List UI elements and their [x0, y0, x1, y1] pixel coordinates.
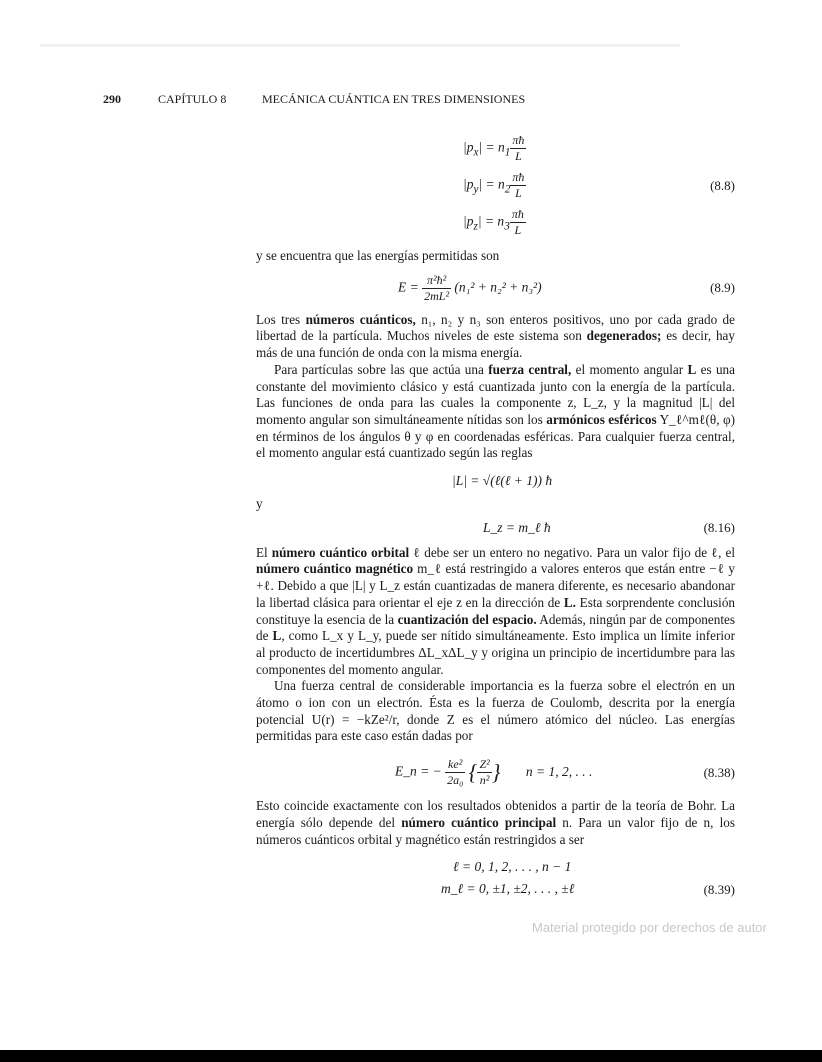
- bold-term: L: [272, 628, 282, 644]
- running-header: [103, 91, 822, 107]
- bold-term: degenerados;: [586, 328, 662, 344]
- page-number: 290: [103, 92, 121, 106]
- chapter-title: MECÁNICA CUÁNTICA EN TRES DIMENSIONES: [262, 92, 526, 106]
- fraction: [510, 207, 526, 238]
- equation-8-16: [256, 519, 735, 537]
- eq-sub: z: [473, 220, 478, 233]
- text-run: Los tres: [256, 311, 306, 327]
- frac-num: πħ: [511, 207, 524, 221]
- frac-num: πħ: [512, 133, 525, 147]
- text-run: Esta sorprendente conclusión constituye la esencia de la: [256, 594, 736, 627]
- conjunction-y: y: [256, 496, 263, 512]
- equation-line: [463, 133, 526, 164]
- text-run: Esto coincide exactamente con los resultados obtenidos a partir de la teoría de Bohr. La energía sólo depende del: [256, 798, 735, 830]
- text-run: m_ℓ está restringido a valores enteros que están entre −ℓ y +ℓ. Debido a que |L| y L_z están cuantizadas de manera diferente, es necesario abandonar la libertad clásica para orientar el eje z en la dirección de: [256, 561, 735, 610]
- text-run: es decir, hay más de una función de onda con la misma energía.: [256, 328, 735, 361]
- equation-L-magnitude-text: |L| = √(ℓ(ℓ + 1)) ħ: [452, 473, 553, 489]
- copyright-watermark: Material protegido por derechos de autor: [532, 920, 767, 936]
- fraction: [510, 133, 526, 164]
- frac-den: L: [510, 148, 526, 164]
- eq-sub: 1: [504, 146, 511, 159]
- text-run: , como L_x y L_y, puede ser nítido simultáneamente. Esto implica un límite inferior al producto de incertidumbres ΔL_xΔL_y y origina un principio de incertidumbre para las componentes del momento angular.: [256, 628, 735, 677]
- scan-artifact: [40, 44, 680, 47]
- bold-term: cuantización del espacio.: [397, 611, 537, 627]
- text-run: Y_ℓ^mℓ(θ, φ) en términos de los ángulos θ y φ en coordenadas esféricas. Para cualquier fuerza central, el momento angular está cuantizado según las reglas: [256, 411, 735, 461]
- frac-den: n²: [477, 772, 491, 788]
- eq-rhs: (n₁² + n₂² + n₃²): [454, 279, 542, 295]
- equation-8-39-line1: ℓ = 0, 1, 2, . . . , n − 1: [453, 859, 572, 875]
- text-run: n. Para un valor fijo de n, los números cuánticos orbital y magnético están restringidos a ser: [256, 814, 735, 847]
- text-run: Para partículas sobre las que actúa una: [274, 361, 489, 377]
- eq-sub: 2: [504, 183, 511, 196]
- equation-8-38: E_n = − $\frac{\text{ke²}}{\text{2a₀}}$ { $\frac{\text{Z²}}{\text{n²}}$ } n = 1, 2, . . . (8.38): [395, 757, 735, 788]
- equation-L-magnitude: [256, 472, 735, 490]
- eq-mid: | = n: [478, 139, 505, 155]
- equation-line: [463, 207, 526, 238]
- eq-mid: | = n: [477, 213, 505, 229]
- equation-8-9: [256, 273, 735, 304]
- eq-lhs: |p: [463, 139, 474, 155]
- paragraph: [256, 678, 735, 745]
- eq-sub: x: [473, 146, 479, 159]
- body-text-2: [256, 545, 735, 745]
- bold-term: L: [687, 361, 697, 377]
- text-run: es una constante del movimiento clásico y está cuantizada junto con la energía de la partícula. Las funciones de onda para las cuales la componente z, L_z, y la magnitud |L| del momento angular son simultáneamente nítidas son los: [256, 361, 735, 427]
- eq-lhs: |p: [463, 213, 474, 229]
- body-text-3: [256, 798, 735, 848]
- equation-8-16-text: L_z = m_ℓ ħ: [483, 519, 551, 535]
- text-run: ℓ debe ser un entero no negativo. Para un valor fijo de ℓ, el: [409, 544, 735, 560]
- equation-number: (8.9): [710, 280, 735, 296]
- eq-sub: y: [473, 183, 479, 196]
- equation-number: (8.8): [710, 177, 735, 193]
- chapter-label: CAPÍTULO 8: [158, 92, 227, 106]
- bold-term: fuerza central,: [488, 361, 572, 377]
- frac-num: π²ħ²: [426, 272, 447, 287]
- equation-number: (8.39): [703, 882, 735, 898]
- eq-lhs: |p: [463, 176, 474, 192]
- fraction: [510, 170, 526, 201]
- eq-lhs: E =: [398, 279, 419, 295]
- paragraph: [256, 798, 735, 848]
- text-run: el momento angular: [571, 361, 688, 377]
- bold-term: número cuántico magnético: [256, 561, 414, 577]
- intro-line: y se encuentra que las energías permitidas son: [256, 248, 500, 263]
- frac-num: Z²: [479, 757, 490, 772]
- body-text-1: [256, 312, 735, 462]
- text-run: n₁, n₂ y n₃ son enteros positivos, uno por cada grado de libertad de la partícula. Muchos niveles de este sistema son: [256, 311, 735, 344]
- eq-mid: | = n: [478, 176, 505, 192]
- text-run: Además, ningún par de componentes de: [256, 611, 735, 644]
- frac-den: L: [510, 222, 526, 238]
- equation-8-39: [256, 858, 735, 898]
- equation-8-8: [256, 127, 735, 244]
- bold-term: L.: [563, 594, 576, 610]
- eq-condition: n = 1, 2, . . .: [525, 763, 593, 779]
- eq-lhs: E_n = −: [395, 763, 442, 779]
- text-run: El: [256, 544, 272, 560]
- bold-term: armónicos esféricos: [546, 411, 657, 427]
- text-run: Una fuerza central de considerable importancia es la fuerza sobre el electrón en un átomo o ion con un electrón. Ésta es la fuerza de Coulomb, descrita por la energía potencial U(r) = −kZe²/r, donde Z es el número atómico del núcleo. Las energías permitidas para este caso están dadas por: [256, 678, 735, 744]
- equation-line: [463, 170, 526, 201]
- equation-8-39-line2: m_ℓ = 0, ±1, ±2, . . . , ±ℓ: [441, 881, 575, 897]
- frac-den: L: [510, 185, 526, 201]
- equation-number: (8.16): [703, 519, 735, 535]
- bold-term: número cuántico orbital: [271, 544, 410, 560]
- frac-den: 2a₀: [447, 773, 464, 788]
- paragraph: [256, 545, 735, 679]
- frac-den: 2mL²: [424, 288, 450, 303]
- equation-number: (8.38): [703, 764, 735, 780]
- bold-term: números cuánticos,: [305, 311, 416, 327]
- paragraph: [256, 312, 735, 362]
- bold-term: número cuántico principal: [401, 814, 557, 830]
- frac-num: ke²: [448, 757, 463, 772]
- bottom-black-bar: [0, 1050, 822, 1062]
- frac-num: πħ: [512, 170, 525, 184]
- eq-sub: 3: [504, 220, 510, 233]
- paragraph: [256, 362, 735, 462]
